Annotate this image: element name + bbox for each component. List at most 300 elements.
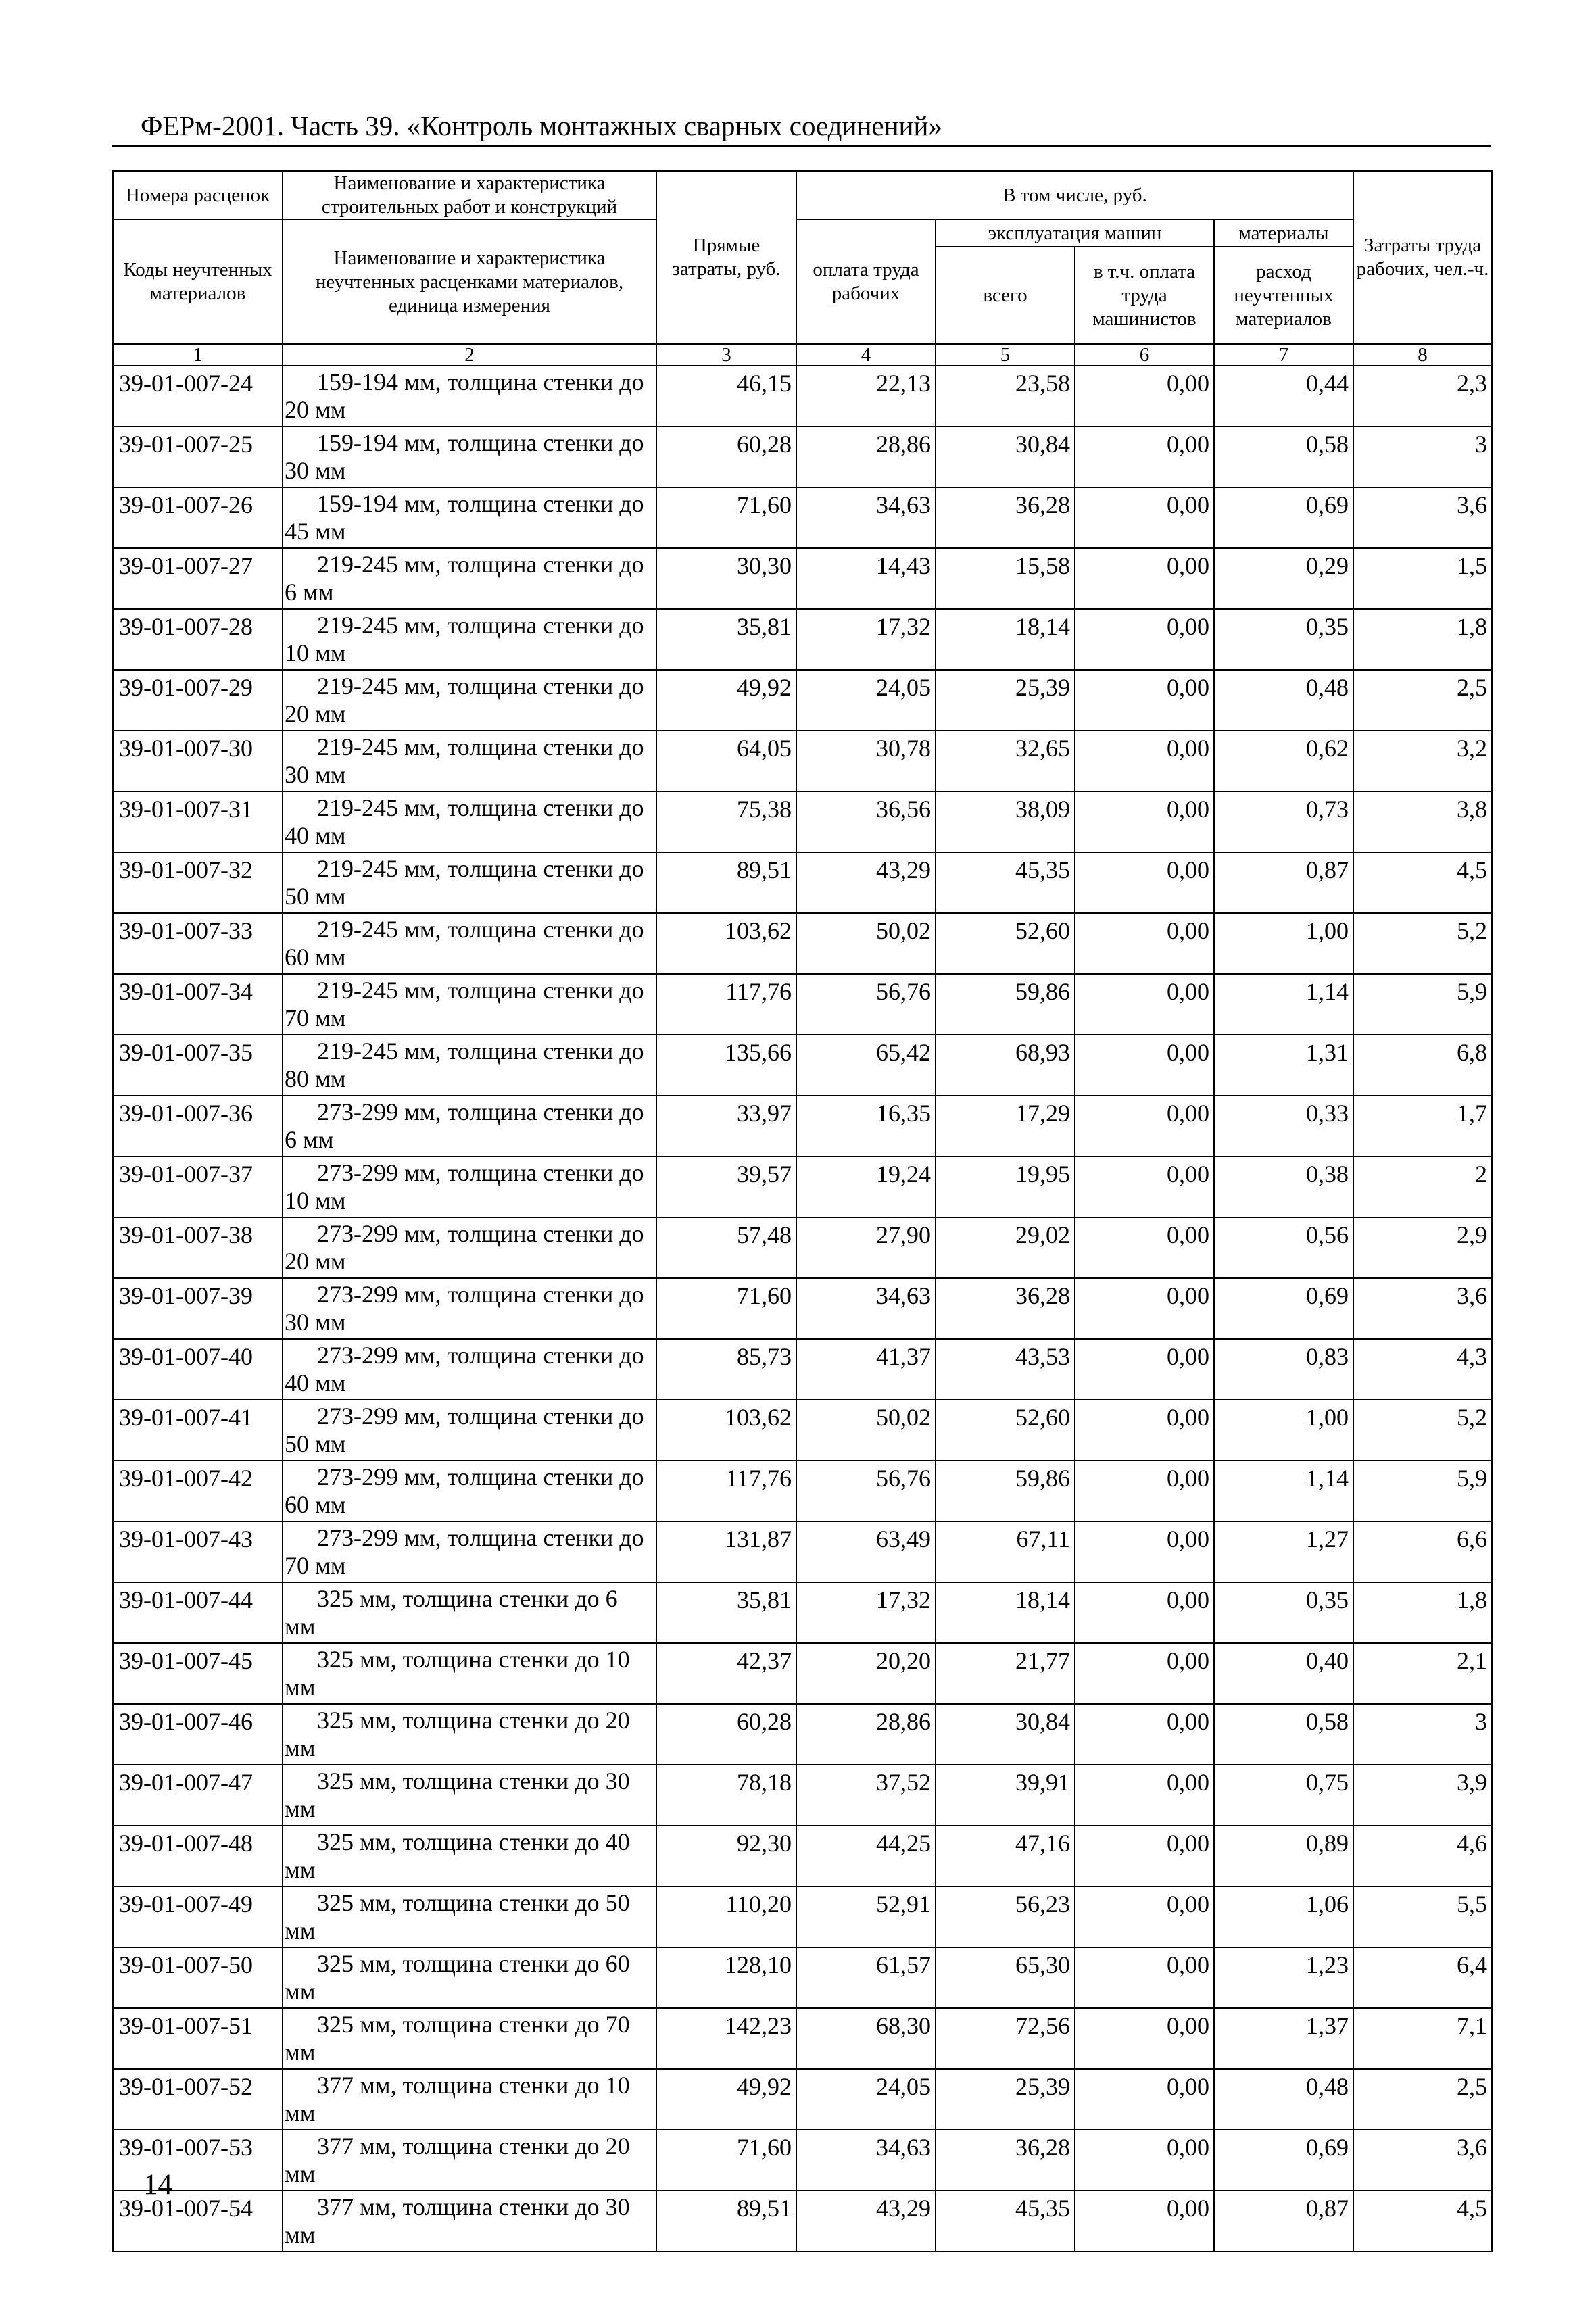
direct-cost-cell: 89,51 bbox=[656, 852, 796, 913]
table-row bbox=[113, 2008, 1492, 2069]
direct-cost-cell: 85,73 bbox=[656, 1339, 796, 1400]
operator-pay-cell: 0,00 bbox=[1075, 2191, 1214, 2251]
machine-cost-cell: 23,58 bbox=[936, 366, 1075, 427]
column-number: 6 bbox=[1075, 344, 1214, 366]
work-description-cell: 219-245 мм, толщина стенки до 70 мм bbox=[283, 974, 656, 1035]
labor-hours-cell: 4,3 bbox=[1353, 1339, 1492, 1400]
machine-cost-cell: 68,93 bbox=[936, 1035, 1075, 1096]
work-description-cell: 325 мм, толщина стенки до 30 мм bbox=[283, 1765, 656, 1826]
material-consumption-cell: 1,37 bbox=[1214, 2008, 1353, 2069]
table-row bbox=[113, 427, 1492, 487]
column-number: 5 bbox=[936, 344, 1075, 366]
table-row bbox=[113, 2130, 1492, 2191]
operator-pay-cell: 0,00 bbox=[1075, 1704, 1214, 1765]
direct-cost-cell: 89,51 bbox=[656, 2191, 796, 2251]
operator-pay-cell: 0,00 bbox=[1075, 731, 1214, 791]
direct-cost-cell: 46,15 bbox=[656, 366, 796, 427]
table-row bbox=[113, 1704, 1492, 1765]
material-consumption-cell: 1,27 bbox=[1214, 1521, 1353, 1582]
machine-cost-cell: 36,28 bbox=[936, 487, 1075, 548]
header-including: В том числе, руб. bbox=[796, 171, 1353, 220]
worker-pay-cell: 36,56 bbox=[796, 791, 936, 852]
machine-cost-cell: 18,14 bbox=[936, 1582, 1075, 1643]
labor-hours-cell: 5,5 bbox=[1353, 1886, 1492, 1947]
labor-hours-cell: 2,3 bbox=[1353, 366, 1492, 427]
rate-code-cell: 39-01-007-39 bbox=[113, 1278, 283, 1339]
material-consumption-cell: 0,35 bbox=[1214, 1582, 1353, 1643]
work-description-cell: 273-299 мм, толщина стенки до 10 мм bbox=[283, 1156, 656, 1217]
work-description-cell: 325 мм, толщина стенки до 10 мм bbox=[283, 1643, 656, 1704]
rate-code-cell: 39-01-007-52 bbox=[113, 2069, 283, 2130]
work-description-cell: 219-245 мм, толщина стенки до 80 мм bbox=[283, 1035, 656, 1096]
direct-cost-cell: 117,76 bbox=[656, 974, 796, 1035]
material-consumption-cell: 0,75 bbox=[1214, 1765, 1353, 1826]
labor-hours-cell: 6,8 bbox=[1353, 1035, 1492, 1096]
operator-pay-cell: 0,00 bbox=[1075, 1156, 1214, 1217]
work-description-cell: 377 мм, толщина стенки до 30 мм bbox=[283, 2191, 656, 2251]
labor-hours-cell: 2,1 bbox=[1353, 1643, 1492, 1704]
worker-pay-cell: 17,32 bbox=[796, 1582, 936, 1643]
operator-pay-cell: 0,00 bbox=[1075, 2130, 1214, 2191]
operator-pay-cell: 0,00 bbox=[1075, 1339, 1214, 1400]
rate-code-cell: 39-01-007-49 bbox=[113, 1886, 283, 1947]
material-consumption-cell: 0,62 bbox=[1214, 731, 1353, 791]
labor-hours-cell: 3,6 bbox=[1353, 2130, 1492, 2191]
table-row bbox=[113, 974, 1492, 1035]
machine-cost-cell: 30,84 bbox=[936, 427, 1075, 487]
worker-pay-cell: 56,76 bbox=[796, 1461, 936, 1521]
labor-hours-cell: 2 bbox=[1353, 1156, 1492, 1217]
table-row bbox=[113, 1643, 1492, 1704]
operator-pay-cell: 0,00 bbox=[1075, 1461, 1214, 1521]
worker-pay-cell: 37,52 bbox=[796, 1765, 936, 1826]
column-number: 3 bbox=[656, 344, 796, 366]
document-title: ФЕРм-2001. Часть 39. «Контроль монтажных сварных соединений» bbox=[141, 110, 942, 141]
operator-pay-cell: 0,00 bbox=[1075, 1826, 1214, 1886]
material-consumption-cell: 0,44 bbox=[1214, 366, 1353, 427]
machine-cost-cell: 15,58 bbox=[936, 548, 1075, 609]
table-row bbox=[113, 1886, 1492, 1947]
rate-code-cell: 39-01-007-24 bbox=[113, 366, 283, 427]
rate-code-cell: 39-01-007-30 bbox=[113, 731, 283, 791]
rate-code-cell: 39-01-007-43 bbox=[113, 1521, 283, 1582]
table-row bbox=[113, 1339, 1492, 1400]
machine-cost-cell: 21,77 bbox=[936, 1643, 1075, 1704]
table-row bbox=[113, 1278, 1492, 1339]
worker-pay-cell: 50,02 bbox=[796, 1400, 936, 1461]
machine-cost-cell: 30,84 bbox=[936, 1704, 1075, 1765]
rate-code-cell: 39-01-007-31 bbox=[113, 791, 283, 852]
material-consumption-cell: 0,29 bbox=[1214, 548, 1353, 609]
material-consumption-cell: 0,69 bbox=[1214, 2130, 1353, 2191]
material-consumption-cell: 1,31 bbox=[1214, 1035, 1353, 1096]
machine-cost-cell: 52,60 bbox=[936, 913, 1075, 974]
labor-hours-cell: 5,9 bbox=[1353, 974, 1492, 1035]
worker-pay-cell: 24,05 bbox=[796, 2069, 936, 2130]
column-number: 1 bbox=[113, 344, 283, 366]
direct-cost-cell: 64,05 bbox=[656, 731, 796, 791]
material-consumption-cell: 0,33 bbox=[1214, 1096, 1353, 1156]
machine-cost-cell: 45,35 bbox=[936, 2191, 1075, 2251]
operator-pay-cell: 0,00 bbox=[1075, 1096, 1214, 1156]
operator-pay-cell: 0,00 bbox=[1075, 791, 1214, 852]
machine-cost-cell: 25,39 bbox=[936, 2069, 1075, 2130]
table-row bbox=[113, 2191, 1492, 2251]
material-consumption-cell: 0,87 bbox=[1214, 852, 1353, 913]
labor-hours-cell: 6,4 bbox=[1353, 1947, 1492, 2008]
worker-pay-cell: 17,32 bbox=[796, 609, 936, 670]
direct-cost-cell: 60,28 bbox=[656, 427, 796, 487]
labor-hours-cell: 1,5 bbox=[1353, 548, 1492, 609]
table-row bbox=[113, 2069, 1492, 2130]
table-row bbox=[113, 548, 1492, 609]
header-material-codes: Коды неучтенных материалов bbox=[113, 220, 283, 344]
worker-pay-cell: 68,30 bbox=[796, 2008, 936, 2069]
header-worker-pay: оплата труда рабочих bbox=[796, 220, 936, 344]
header-work-name: Наименование и характеристика строительных работ и конструкций bbox=[283, 171, 656, 220]
operator-pay-cell: 0,00 bbox=[1075, 1765, 1214, 1826]
operator-pay-cell: 0,00 bbox=[1075, 427, 1214, 487]
labor-hours-cell: 3,6 bbox=[1353, 487, 1492, 548]
work-description-cell: 273-299 мм, толщина стенки до 40 мм bbox=[283, 1339, 656, 1400]
rate-code-cell: 39-01-007-47 bbox=[113, 1765, 283, 1826]
machine-cost-cell: 65,30 bbox=[936, 1947, 1075, 2008]
machine-cost-cell: 17,29 bbox=[936, 1096, 1075, 1156]
work-description-cell: 273-299 мм, толщина стенки до 70 мм bbox=[283, 1521, 656, 1582]
material-consumption-cell: 0,48 bbox=[1214, 670, 1353, 731]
direct-cost-cell: 128,10 bbox=[656, 1947, 796, 2008]
direct-cost-cell: 135,66 bbox=[656, 1035, 796, 1096]
work-description-cell: 273-299 мм, толщина стенки до 50 мм bbox=[283, 1400, 656, 1461]
labor-hours-cell: 1,8 bbox=[1353, 609, 1492, 670]
material-consumption-cell: 1,14 bbox=[1214, 1461, 1353, 1521]
direct-cost-cell: 103,62 bbox=[656, 1400, 796, 1461]
material-consumption-cell: 0,35 bbox=[1214, 609, 1353, 670]
material-consumption-cell: 0,58 bbox=[1214, 1704, 1353, 1765]
table-row bbox=[113, 487, 1492, 548]
work-description-cell: 325 мм, толщина стенки до 50 мм bbox=[283, 1886, 656, 1947]
material-consumption-cell: 0,58 bbox=[1214, 427, 1353, 487]
work-description-cell: 159-194 мм, толщина стенки до 45 мм bbox=[283, 487, 656, 548]
page-number: 14 bbox=[143, 2169, 172, 2201]
operator-pay-cell: 0,00 bbox=[1075, 913, 1214, 974]
table-row bbox=[113, 913, 1492, 974]
operator-pay-cell: 0,00 bbox=[1075, 366, 1214, 427]
direct-cost-cell: 57,48 bbox=[656, 1217, 796, 1278]
rate-code-cell: 39-01-007-29 bbox=[113, 670, 283, 731]
labor-hours-cell: 3 bbox=[1353, 1704, 1492, 1765]
table-row bbox=[113, 1765, 1492, 1826]
rate-code-cell: 39-01-007-33 bbox=[113, 913, 283, 974]
material-consumption-cell: 0,89 bbox=[1214, 1826, 1353, 1886]
work-description-cell: 219-245 мм, толщина стенки до 20 мм bbox=[283, 670, 656, 731]
direct-cost-cell: 33,97 bbox=[656, 1096, 796, 1156]
table-row bbox=[113, 852, 1492, 913]
rate-code-cell: 39-01-007-40 bbox=[113, 1339, 283, 1400]
rate-code-cell: 39-01-007-36 bbox=[113, 1096, 283, 1156]
machine-cost-cell: 25,39 bbox=[936, 670, 1075, 731]
work-description-cell: 273-299 мм, толщина стенки до 30 мм bbox=[283, 1278, 656, 1339]
column-number: 7 bbox=[1214, 344, 1353, 366]
material-consumption-cell: 1,00 bbox=[1214, 913, 1353, 974]
machine-cost-cell: 18,14 bbox=[936, 609, 1075, 670]
operator-pay-cell: 0,00 bbox=[1075, 1947, 1214, 2008]
worker-pay-cell: 44,25 bbox=[796, 1826, 936, 1886]
table-row bbox=[113, 366, 1492, 427]
labor-hours-cell: 3,9 bbox=[1353, 1765, 1492, 1826]
labor-hours-cell: 4,5 bbox=[1353, 2191, 1492, 2251]
header-machines-total: всего bbox=[936, 247, 1075, 344]
machine-cost-cell: 52,60 bbox=[936, 1400, 1075, 1461]
column-number: 8 bbox=[1353, 344, 1492, 366]
table-row bbox=[113, 1461, 1492, 1521]
worker-pay-cell: 52,91 bbox=[796, 1886, 936, 1947]
header-row-1 bbox=[113, 171, 1492, 220]
work-description-cell: 325 мм, толщина стенки до 70 мм bbox=[283, 2008, 656, 2069]
direct-cost-cell: 60,28 bbox=[656, 1704, 796, 1765]
material-consumption-cell: 1,06 bbox=[1214, 1886, 1353, 1947]
operator-pay-cell: 0,00 bbox=[1075, 2069, 1214, 2130]
machine-cost-cell: 67,11 bbox=[936, 1521, 1075, 1582]
table-row bbox=[113, 1582, 1492, 1643]
worker-pay-cell: 14,43 bbox=[796, 548, 936, 609]
worker-pay-cell: 43,29 bbox=[796, 2191, 936, 2251]
labor-hours-cell: 4,5 bbox=[1353, 852, 1492, 913]
labor-hours-cell: 4,6 bbox=[1353, 1826, 1492, 1886]
header-machine-operation: эксплуатация машин bbox=[936, 220, 1214, 247]
table-row bbox=[113, 1217, 1492, 1278]
rate-code-cell: 39-01-007-48 bbox=[113, 1826, 283, 1886]
worker-pay-cell: 30,78 bbox=[796, 731, 936, 791]
operator-pay-cell: 0,00 bbox=[1075, 852, 1214, 913]
work-description-cell: 219-245 мм, толщина стенки до 10 мм bbox=[283, 609, 656, 670]
material-consumption-cell: 1,23 bbox=[1214, 1947, 1353, 2008]
work-description-cell: 159-194 мм, толщина стенки до 20 мм bbox=[283, 366, 656, 427]
direct-cost-cell: 110,20 bbox=[656, 1886, 796, 1947]
header-materials: материалы bbox=[1214, 220, 1353, 247]
material-consumption-cell: 0,48 bbox=[1214, 2069, 1353, 2130]
material-consumption-cell: 0,73 bbox=[1214, 791, 1353, 852]
direct-cost-cell: 35,81 bbox=[656, 1582, 796, 1643]
column-number-row bbox=[113, 344, 1492, 366]
labor-hours-cell: 2,9 bbox=[1353, 1217, 1492, 1278]
rate-code-cell: 39-01-007-54 bbox=[113, 2191, 283, 2251]
worker-pay-cell: 34,63 bbox=[796, 487, 936, 548]
labor-hours-cell: 1,8 bbox=[1353, 1582, 1492, 1643]
machine-cost-cell: 45,35 bbox=[936, 852, 1075, 913]
direct-cost-cell: 142,23 bbox=[656, 2008, 796, 2069]
labor-hours-cell: 2,5 bbox=[1353, 670, 1492, 731]
operator-pay-cell: 0,00 bbox=[1075, 1035, 1214, 1096]
worker-pay-cell: 24,05 bbox=[796, 670, 936, 731]
labor-hours-cell: 3 bbox=[1353, 427, 1492, 487]
operator-pay-cell: 0,00 bbox=[1075, 1278, 1214, 1339]
direct-cost-cell: 131,87 bbox=[656, 1521, 796, 1582]
work-description-cell: 219-245 мм, толщина стенки до 30 мм bbox=[283, 731, 656, 791]
rate-code-cell: 39-01-007-28 bbox=[113, 609, 283, 670]
work-description-cell: 273-299 мм, толщина стенки до 6 мм bbox=[283, 1096, 656, 1156]
material-consumption-cell: 1,00 bbox=[1214, 1400, 1353, 1461]
worker-pay-cell: 63,49 bbox=[796, 1521, 936, 1582]
work-description-cell: 273-299 мм, толщина стенки до 20 мм bbox=[283, 1217, 656, 1278]
rate-code-cell: 39-01-007-42 bbox=[113, 1461, 283, 1521]
machine-cost-cell: 36,28 bbox=[936, 1278, 1075, 1339]
header-direct-costs: Прямые затраты, руб. bbox=[656, 171, 796, 344]
rate-code-cell: 39-01-007-27 bbox=[113, 548, 283, 609]
labor-hours-cell: 5,2 bbox=[1353, 913, 1492, 974]
machine-cost-cell: 32,65 bbox=[936, 731, 1075, 791]
labor-hours-cell: 3,8 bbox=[1353, 791, 1492, 852]
worker-pay-cell: 56,76 bbox=[796, 974, 936, 1035]
machine-cost-cell: 59,86 bbox=[936, 1461, 1075, 1521]
machine-cost-cell: 56,23 bbox=[936, 1886, 1075, 1947]
worker-pay-cell: 43,29 bbox=[796, 852, 936, 913]
worker-pay-cell: 27,90 bbox=[796, 1217, 936, 1278]
header-row-2 bbox=[113, 220, 1492, 247]
worker-pay-cell: 22,13 bbox=[796, 366, 936, 427]
table-row bbox=[113, 609, 1492, 670]
rate-code-cell: 39-01-007-26 bbox=[113, 487, 283, 548]
work-description-cell: 325 мм, толщина стенки до 20 мм bbox=[283, 1704, 656, 1765]
labor-hours-cell: 1,7 bbox=[1353, 1096, 1492, 1156]
header-labor-hours: Затраты труда рабочих, чел.-ч. bbox=[1353, 171, 1492, 344]
title-underline bbox=[112, 145, 1491, 147]
machine-cost-cell: 47,16 bbox=[936, 1826, 1075, 1886]
rate-code-cell: 39-01-007-44 bbox=[113, 1582, 283, 1643]
machine-cost-cell: 59,86 bbox=[936, 974, 1075, 1035]
work-description-cell: 219-245 мм, толщина стенки до 60 мм bbox=[283, 913, 656, 974]
worker-pay-cell: 34,63 bbox=[796, 1278, 936, 1339]
direct-cost-cell: 75,38 bbox=[656, 791, 796, 852]
operator-pay-cell: 0,00 bbox=[1075, 1521, 1214, 1582]
rate-code-cell: 39-01-007-51 bbox=[113, 2008, 283, 2069]
operator-pay-cell: 0,00 bbox=[1075, 1643, 1214, 1704]
direct-cost-cell: 39,57 bbox=[656, 1156, 796, 1217]
worker-pay-cell: 50,02 bbox=[796, 913, 936, 974]
labor-hours-cell: 5,9 bbox=[1353, 1461, 1492, 1521]
table-row bbox=[113, 1035, 1492, 1096]
material-consumption-cell: 0,38 bbox=[1214, 1156, 1353, 1217]
direct-cost-cell: 117,76 bbox=[656, 1461, 796, 1521]
table-row bbox=[113, 791, 1492, 852]
rates-table bbox=[112, 170, 1493, 2252]
work-description-cell: 325 мм, толщина стенки до 60 мм bbox=[283, 1947, 656, 2008]
operator-pay-cell: 0,00 bbox=[1075, 2008, 1214, 2069]
direct-cost-cell: 30,30 bbox=[656, 548, 796, 609]
direct-cost-cell: 78,18 bbox=[656, 1765, 796, 1826]
operator-pay-cell: 0,00 bbox=[1075, 974, 1214, 1035]
rate-code-cell: 39-01-007-46 bbox=[113, 1704, 283, 1765]
worker-pay-cell: 19,24 bbox=[796, 1156, 936, 1217]
worker-pay-cell: 16,35 bbox=[796, 1096, 936, 1156]
operator-pay-cell: 0,00 bbox=[1075, 1217, 1214, 1278]
table-row bbox=[113, 1826, 1492, 1886]
machine-cost-cell: 39,91 bbox=[936, 1765, 1075, 1826]
work-description-cell: 325 мм, толщина стенки до 40 мм bbox=[283, 1826, 656, 1886]
labor-hours-cell: 3,2 bbox=[1353, 731, 1492, 791]
work-description-cell: 159-194 мм, толщина стенки до 30 мм bbox=[283, 427, 656, 487]
material-consumption-cell: 0,87 bbox=[1214, 2191, 1353, 2251]
rate-code-cell: 39-01-007-45 bbox=[113, 1643, 283, 1704]
machine-cost-cell: 29,02 bbox=[936, 1217, 1075, 1278]
worker-pay-cell: 28,86 bbox=[796, 1704, 936, 1765]
work-description-cell: 219-245 мм, толщина стенки до 50 мм bbox=[283, 852, 656, 913]
column-number: 2 bbox=[283, 344, 656, 366]
direct-cost-cell: 92,30 bbox=[656, 1826, 796, 1886]
rate-code-cell: 39-01-007-35 bbox=[113, 1035, 283, 1096]
table-row bbox=[113, 1521, 1492, 1582]
work-description-cell: 273-299 мм, толщина стенки до 60 мм bbox=[283, 1461, 656, 1521]
direct-cost-cell: 49,92 bbox=[656, 670, 796, 731]
rate-code-cell: 39-01-007-38 bbox=[113, 1217, 283, 1278]
labor-hours-cell: 2,5 bbox=[1353, 2069, 1492, 2130]
direct-cost-cell: 42,37 bbox=[656, 1643, 796, 1704]
direct-cost-cell: 71,60 bbox=[656, 2130, 796, 2191]
operator-pay-cell: 0,00 bbox=[1075, 670, 1214, 731]
worker-pay-cell: 20,20 bbox=[796, 1643, 936, 1704]
operator-pay-cell: 0,00 bbox=[1075, 1886, 1214, 1947]
direct-cost-cell: 49,92 bbox=[656, 2069, 796, 2130]
machine-cost-cell: 19,95 bbox=[936, 1156, 1075, 1217]
table-row bbox=[113, 670, 1492, 731]
header-material-name: Наименование и характеристика неучтенных расценками материалов, единица измерения bbox=[283, 220, 656, 344]
operator-pay-cell: 0,00 bbox=[1075, 1582, 1214, 1643]
operator-pay-cell: 0,00 bbox=[1075, 609, 1214, 670]
work-description-cell: 325 мм, толщина стенки до 6 мм bbox=[283, 1582, 656, 1643]
machine-cost-cell: 72,56 bbox=[936, 2008, 1075, 2069]
material-consumption-cell: 0,83 bbox=[1214, 1339, 1353, 1400]
operator-pay-cell: 0,00 bbox=[1075, 487, 1214, 548]
material-consumption-cell: 0,56 bbox=[1214, 1217, 1353, 1278]
column-number: 4 bbox=[796, 344, 936, 366]
worker-pay-cell: 41,37 bbox=[796, 1339, 936, 1400]
rate-code-cell: 39-01-007-25 bbox=[113, 427, 283, 487]
labor-hours-cell: 7,1 bbox=[1353, 2008, 1492, 2069]
table-row bbox=[113, 1947, 1492, 2008]
table-row bbox=[113, 1096, 1492, 1156]
material-consumption-cell: 0,69 bbox=[1214, 1278, 1353, 1339]
direct-cost-cell: 35,81 bbox=[656, 609, 796, 670]
direct-cost-cell: 71,60 bbox=[656, 1278, 796, 1339]
work-description-cell: 219-245 мм, толщина стенки до 40 мм bbox=[283, 791, 656, 852]
rate-code-cell: 39-01-007-41 bbox=[113, 1400, 283, 1461]
table-row bbox=[113, 1400, 1492, 1461]
rate-code-cell: 39-01-007-53 bbox=[113, 2130, 283, 2191]
header-rate-numbers: Номера расценок bbox=[113, 171, 283, 220]
rate-code-cell: 39-01-007-37 bbox=[113, 1156, 283, 1217]
operator-pay-cell: 0,00 bbox=[1075, 548, 1214, 609]
rate-code-cell: 39-01-007-34 bbox=[113, 974, 283, 1035]
worker-pay-cell: 34,63 bbox=[796, 2130, 936, 2191]
material-consumption-cell: 0,69 bbox=[1214, 487, 1353, 548]
worker-pay-cell: 28,86 bbox=[796, 427, 936, 487]
labor-hours-cell: 6,6 bbox=[1353, 1521, 1492, 1582]
direct-cost-cell: 71,60 bbox=[656, 487, 796, 548]
table-body bbox=[113, 171, 1492, 2251]
machine-cost-cell: 38,09 bbox=[936, 791, 1075, 852]
work-description-cell: 377 мм, толщина стенки до 10 мм bbox=[283, 2069, 656, 2130]
rate-code-cell: 39-01-007-50 bbox=[113, 1947, 283, 2008]
machine-cost-cell: 36,28 bbox=[936, 2130, 1075, 2191]
material-consumption-cell: 1,14 bbox=[1214, 974, 1353, 1035]
material-consumption-cell: 0,40 bbox=[1214, 1643, 1353, 1704]
table-row bbox=[113, 1156, 1492, 1217]
header-material-consumption: расход неучтенных материалов bbox=[1214, 247, 1353, 344]
work-description-cell: 377 мм, толщина стенки до 20 мм bbox=[283, 2130, 656, 2191]
header-operator-pay: в т.ч. оплата труда машинистов bbox=[1075, 247, 1214, 344]
labor-hours-cell: 5,2 bbox=[1353, 1400, 1492, 1461]
machine-cost-cell: 43,53 bbox=[936, 1339, 1075, 1400]
